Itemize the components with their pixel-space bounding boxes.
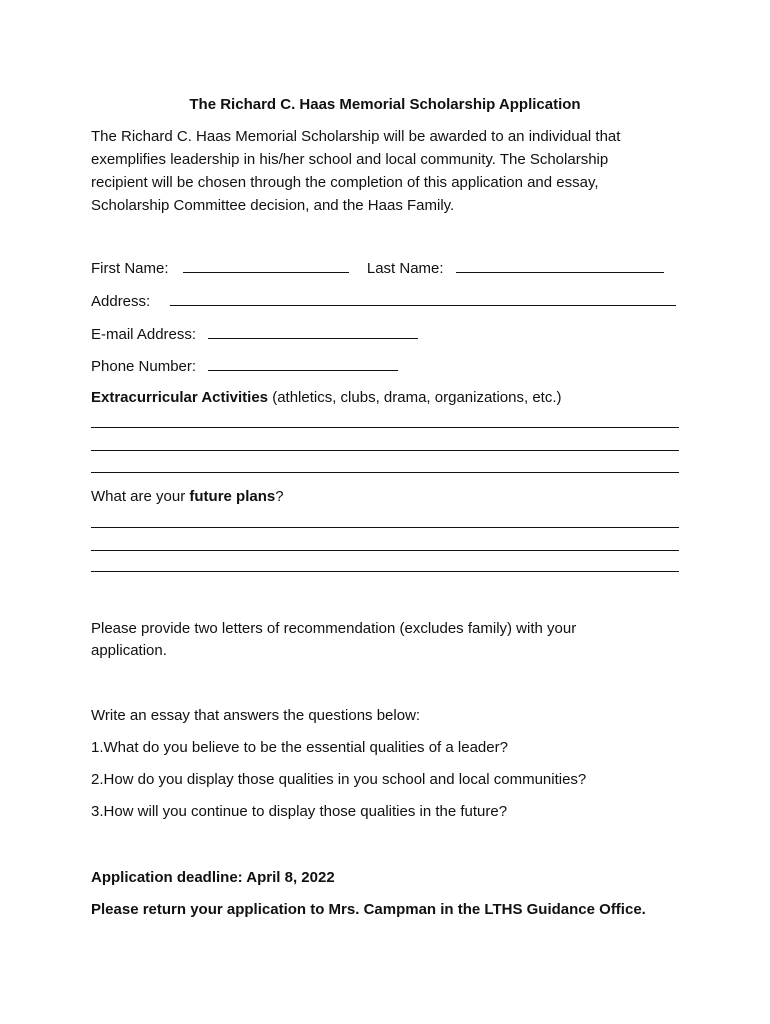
intro-line-3: recipient will be chosen through the completion of this application and essay, xyxy=(91,174,599,191)
phone-label: Phone Number: xyxy=(91,358,197,375)
future-plans-answer-line[interactable] xyxy=(91,571,679,572)
extracurricular-answer-line[interactable] xyxy=(91,472,679,473)
email-label: E-mail Address: xyxy=(91,326,197,343)
extracurricular-answer-line[interactable] xyxy=(91,427,679,428)
address-row xyxy=(91,290,676,313)
essay-question-1: 1.What do you believe to be the essential qualities of a leader? xyxy=(91,739,508,756)
extracurricular-prompt xyxy=(91,387,562,409)
future-plans-answer-line[interactable] xyxy=(91,550,679,551)
phone-row xyxy=(91,355,398,378)
email-row xyxy=(91,323,418,346)
application-deadline: Application deadline: April 8, 2022 xyxy=(91,869,335,886)
page-title: The Richard C. Haas Memorial Scholarship Application xyxy=(189,96,581,113)
address-label: Address: xyxy=(91,293,151,310)
return-instructions: Please return your application to Mrs. Campman in the LTHS Guidance Office. xyxy=(91,901,646,918)
intro-line-1: The Richard C. Haas Memorial Scholarship will be awarded to an individual that xyxy=(91,128,621,145)
first-name-field[interactable] xyxy=(183,257,349,273)
last-name-field[interactable] xyxy=(456,257,664,273)
future-plans-prompt xyxy=(91,486,284,508)
name-row xyxy=(91,257,664,280)
intro-line-4: Scholarship Committee decision, and the Haas Family. xyxy=(91,197,455,214)
phone-field[interactable] xyxy=(208,355,398,371)
first-name-label: First Name: xyxy=(91,260,169,277)
extracurricular-answer-line[interactable] xyxy=(91,450,679,451)
essay-question-3: 3.How will you continue to display those qualities in the future? xyxy=(91,803,508,820)
last-name-label: Last Name: xyxy=(366,260,444,277)
extracurricular-heading: Extracurricular Activities xyxy=(91,389,269,406)
extracurricular-hint: (athletics, clubs, drama, organizations, etc.) xyxy=(272,389,562,406)
future-plans-pre: What are your xyxy=(91,488,186,505)
email-field[interactable] xyxy=(208,323,418,339)
recommendation-line-1: Please provide two letters of recommendation (excludes family) with your xyxy=(91,620,577,637)
future-plans-post: ? xyxy=(275,488,284,505)
essay-question-2: 2.How do you display those qualities in you school and local communities? xyxy=(91,771,587,788)
future-plans-answer-line[interactable] xyxy=(91,527,679,528)
intro-line-2: exemplifies leadership in his/her school and local community. The Scholarship xyxy=(91,151,609,168)
future-plans-bold: future plans xyxy=(189,488,276,505)
essay-intro: Write an essay that answers the questions below: xyxy=(91,707,421,724)
recommendation-line-2: application. xyxy=(91,642,167,659)
address-field[interactable] xyxy=(170,290,676,306)
